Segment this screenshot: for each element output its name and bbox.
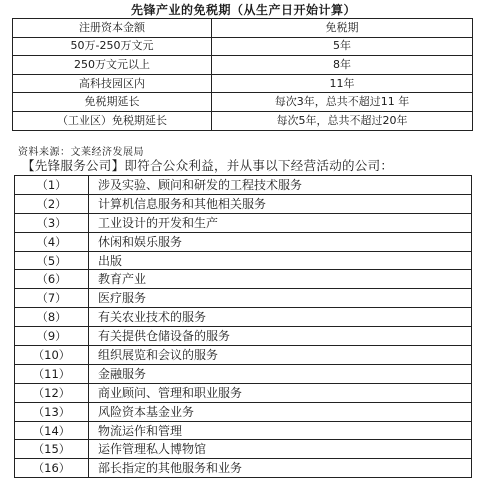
cell-capital: 免税期延长 [13,93,212,112]
item-number: （1） [15,176,89,195]
item-number: （7） [15,289,89,308]
item-text: 出版 [89,251,472,270]
item-text: 运作管理私人博物馆 [89,440,472,459]
table-row [13,37,473,56]
table-row [15,383,472,402]
item-number: （3） [15,213,89,232]
services-intro: 【先锋服务公司】即符合公众利益，并从事以下经营活动的公司： [22,158,394,173]
cell-capital: （工业区）免税期延长 [13,111,212,130]
item-text: 涉及实验、顾问和研发的工程技术服务 [89,176,472,195]
table-row [15,364,472,383]
item-number: （4） [15,232,89,251]
table-row [15,194,472,213]
cell-capital: 50万-250万文元 [13,37,212,56]
item-number: （16） [15,459,89,478]
document-title: 先锋产业的免税期（从生产日开始计算） [130,3,356,17]
item-text: 休闲和娱乐服务 [89,232,472,251]
item-text: 部长指定的其他服务和业务 [89,459,472,478]
item-text: 医疗服务 [89,289,472,308]
cell-period: 每次3年，总共不超过11 年 [212,93,473,112]
table-row [13,56,473,75]
item-text: 教育产业 [89,270,472,289]
item-number: （15） [15,440,89,459]
cell-period: 11年 [212,74,473,93]
table-row [13,93,473,112]
item-number: （14） [15,421,89,440]
item-number: （12） [15,383,89,402]
item-number: （8） [15,308,89,327]
table-row [15,308,472,327]
cell-period: 每次5年，总共不超过20年 [212,111,473,130]
item-number: （13） [15,402,89,421]
header-capital: 注册资本金额 [13,19,212,38]
item-text: 商业顾问、管理和职业服务 [89,383,472,402]
table-row [15,270,472,289]
source-note: 资料来源：文莱经济发展局 [18,147,144,158]
item-number: （10） [15,346,89,365]
header-period: 免税期 [212,19,473,38]
table-row [15,213,472,232]
item-text: 组织展览和会议的服务 [89,346,472,365]
table-row [15,402,472,421]
item-number: （5） [15,251,89,270]
table-row [15,251,472,270]
table-row [15,459,472,478]
cell-period: 5年 [212,37,473,56]
table-row [15,327,472,346]
cell-period: 8年 [212,56,473,75]
item-text: 计算机信息服务和其他相关服务 [89,194,472,213]
table-row [15,176,472,195]
services-table [14,175,472,478]
tax-holiday-table [12,18,473,131]
table-row [15,421,472,440]
item-text: 工业设计的开发和生产 [89,213,472,232]
table-row [15,346,472,365]
item-text: 金融服务 [89,364,472,383]
item-text: 有关提供仓储设备的服务 [89,327,472,346]
table-header-row [13,19,473,38]
item-text: 风险资本基金业务 [89,402,472,421]
item-number: （6） [15,270,89,289]
item-text: 物流运作和管理 [89,421,472,440]
cell-capital: 高科技园区内 [13,74,212,93]
cell-capital: 250万文元以上 [13,56,212,75]
table-row [13,74,473,93]
item-number: （2） [15,194,89,213]
table-row [15,289,472,308]
item-text: 有关农业技术的服务 [89,308,472,327]
item-number: （11） [15,364,89,383]
item-number: （9） [15,327,89,346]
table-row [15,232,472,251]
table-row [15,440,472,459]
table-row [13,111,473,130]
